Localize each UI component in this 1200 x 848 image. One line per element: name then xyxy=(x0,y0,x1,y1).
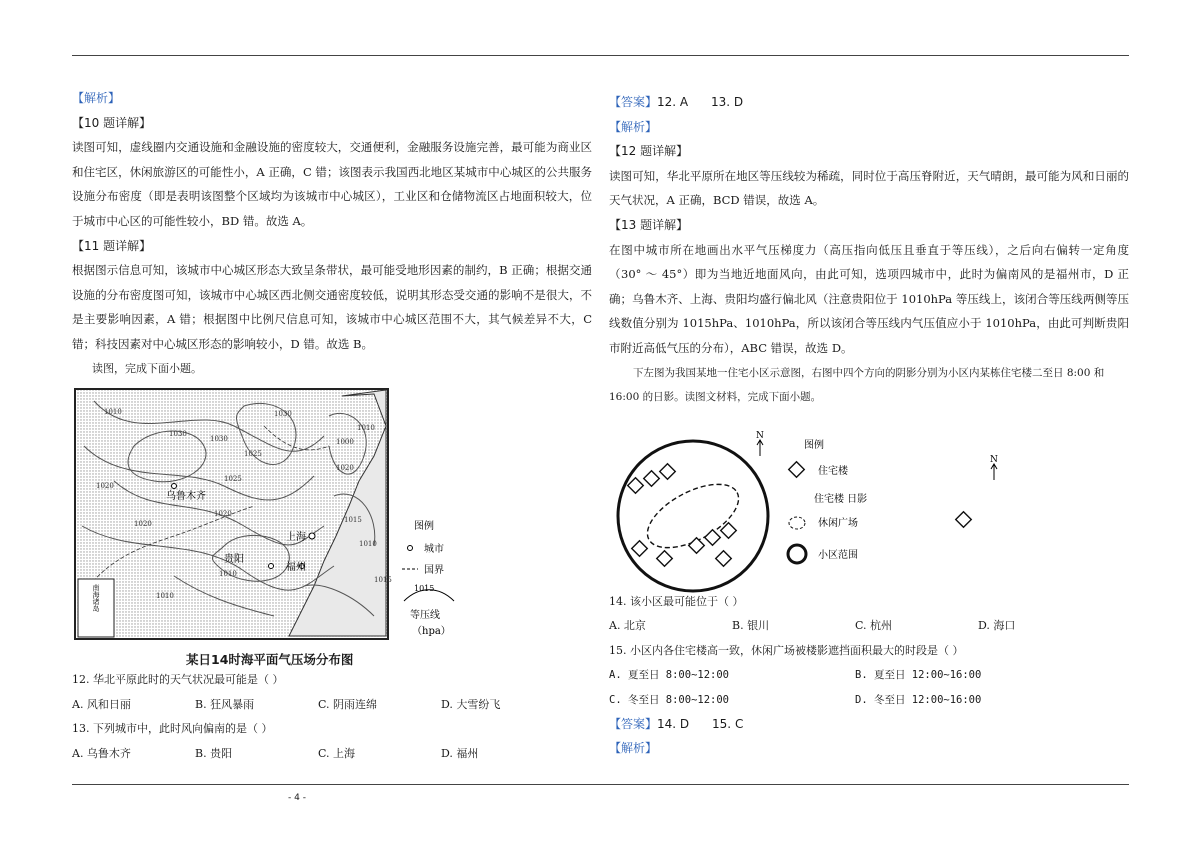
map-legend-isobar-value: 1015 xyxy=(414,584,435,593)
q13-options xyxy=(72,742,592,767)
question-12: 12. 华北平原此时的天气状况最可能是（ ） xyxy=(72,673,284,686)
answer-12-13: 12. A 13. D xyxy=(657,95,744,109)
map-legend-isobar: 等压线 xyxy=(410,610,440,621)
residential-svg xyxy=(608,428,1008,593)
diagram-legend-shadow: 住宅楼 日影 xyxy=(814,494,868,505)
left-column xyxy=(72,86,592,381)
svg-text:1010: 1010 xyxy=(359,540,377,548)
inset-label: 南海诸岛 xyxy=(92,584,100,612)
svg-text:1020: 1020 xyxy=(96,482,114,490)
q15-option-b: B. 夏至日 12:00~16:00 xyxy=(855,669,982,682)
q12-option-c: C. 阴雨连绵 xyxy=(318,697,378,711)
header-rule xyxy=(72,55,1129,56)
map-legend-city: 城市 xyxy=(424,544,444,555)
svg-text:1025: 1025 xyxy=(224,475,242,483)
q15-options-row1 xyxy=(609,663,1129,687)
map-legend-border: 国界 xyxy=(424,565,444,576)
intro-line-1: 下左图为我国某地一住宅小区示意图，右图中四个方向的阴影分别为小区内某栋住宅楼二至日 8:00 和 xyxy=(633,366,1105,379)
pressure-map-figure xyxy=(74,386,474,661)
map-legend-title: 图例 xyxy=(414,521,434,532)
map-legend-unit: （hpa） xyxy=(412,626,451,637)
city-marker-urumqi xyxy=(172,484,177,489)
q15-option-c: C. 冬至日 8:00~12:00 xyxy=(609,693,730,706)
analysis-tag-bottom: 【解析】 xyxy=(609,741,658,756)
pressure-map xyxy=(74,386,474,661)
north-label-right: N xyxy=(990,455,998,465)
diagram-legend-building: 住宅楼 xyxy=(818,466,848,477)
q11-explanation: 根据图示信息可知，该城市中心城区形态大致呈条带状，最可能受地形因素的制约，B 正确；根据交通设施的分布密度图可知，该城市中心城区西北侧交通密度较低，说明其形态受交通的影响不是很大，不是主要影响因素，A 错；根据图中比例尺信息可知，该城市中心城区范围不大，其气候差异不大，C 错；科技因素对中心城区形态的影响较小，D 错。故选 B。 xyxy=(72,263,592,351)
north-label-left: N xyxy=(756,431,764,441)
q11-heading: 【11 题详解】 xyxy=(72,238,152,253)
legend-plaza-icon xyxy=(789,517,805,529)
city-label-shanghai: 上海 xyxy=(286,532,306,543)
q12-option-b: B. 狂风暴雨 xyxy=(195,697,255,711)
north-arrow-right-icon xyxy=(991,464,997,480)
svg-text:1020: 1020 xyxy=(336,464,354,472)
q13-option-c: C. 上海 xyxy=(318,746,356,760)
analysis-tag: 【解析】 xyxy=(72,91,121,105)
svg-text:1015: 1015 xyxy=(374,576,392,584)
svg-text:1010: 1010 xyxy=(156,592,174,600)
answer-14-15: 14. D 15. C xyxy=(657,717,744,732)
intro-line-2: 16:00 的日影。读图文材料，完成下面小题。 xyxy=(609,391,822,404)
city-label-guiyang: 贵阳 xyxy=(224,554,244,565)
q14-option-d: D. 海口 xyxy=(978,619,1016,633)
right-questions xyxy=(609,590,1129,761)
answer-tag-2: 【答案】 xyxy=(609,717,658,732)
svg-text:1030: 1030 xyxy=(169,430,187,438)
q10-explanation: 读图可知，虚线圈内交通设施和金融设施的密度较大，交通便利，金融服务设施完善，最可能为商业区和住宅区，休闲旅游区的可能性小，A 正确，C 错；该图表示我国西北地区某城市中心城区的公共服务设施分布密度（即是表明该图整个区域均为该城市中心城区），工业区和仓储物流区占地面积较大，位于城市中心区的可能性较小，BD 错。故选 A。 xyxy=(72,140,592,228)
legend-city-symbol xyxy=(408,546,413,551)
svg-text:1020: 1020 xyxy=(214,510,232,518)
page-number: - 4 - xyxy=(288,793,306,803)
north-arrow-left-icon xyxy=(757,440,763,456)
city-marker-shanghai xyxy=(309,533,315,539)
q13-heading: 【13 题详解】 xyxy=(609,217,689,232)
community-boundary xyxy=(618,441,768,591)
q12-heading: 【12 题详解】 xyxy=(609,144,689,159)
analysis-tag-right: 【解析】 xyxy=(609,119,658,134)
q12-option-a: A. 风和日丽 xyxy=(72,697,131,711)
q15-options-row2 xyxy=(609,688,1129,712)
footer-rule xyxy=(72,784,1129,785)
q12-explanation: 读图可知，华北平原所在地区等压线较为稀疏，同时位于高压脊附近，天气晴朗，最可能为风和日丽的天气状况，A 正确，BCD 错误，故选 A。 xyxy=(609,168,1129,208)
diagram-legend-title: 图例 xyxy=(804,440,824,451)
svg-text:1010: 1010 xyxy=(104,408,122,416)
question-15: 15. 小区内各住宅楼高一致，休闲广场被楼影遮挡面积最大的时段是（ ） xyxy=(609,643,964,657)
left-questions xyxy=(72,668,592,766)
legend-range-icon xyxy=(788,545,806,563)
single-building-icon xyxy=(956,512,972,528)
svg-text:1000: 1000 xyxy=(336,438,354,446)
diagram-legend-plaza: 休闲广场 xyxy=(818,518,858,529)
svg-text:1030: 1030 xyxy=(274,410,292,418)
q13-option-a: A. 乌鲁木齐 xyxy=(72,746,131,760)
svg-text:1010: 1010 xyxy=(219,570,237,578)
q14-option-c: C. 杭州 xyxy=(855,619,893,633)
q15-option-d: D. 冬至日 12:00~16:00 xyxy=(855,693,982,706)
q13-option-d: D. 福州 xyxy=(441,746,479,760)
q14-option-a: A. 北京 xyxy=(609,619,646,633)
city-label-urumqi: 乌鲁木齐 xyxy=(166,491,206,502)
question-14: 14. 该小区最可能位于（ ） xyxy=(609,595,744,608)
map-caption: 某日14时海平面气压场分布图 xyxy=(186,652,354,667)
right-column xyxy=(609,90,1129,410)
q10-heading: 【10 题详解】 xyxy=(72,115,152,130)
legend-building-icon xyxy=(789,462,805,478)
svg-text:1030: 1030 xyxy=(210,435,228,443)
svg-text:1010: 1010 xyxy=(357,424,375,432)
svg-text:1025: 1025 xyxy=(244,450,262,458)
question-13: 13. 下列城市中，此时风向偏南的是（ ） xyxy=(72,722,273,736)
q14-options xyxy=(609,614,1129,638)
q13-explanation: 在图中城市所在地画出水平气压梯度力（高压指向低压且垂直于等压线），之后向右偏转一定角度（30° ～ 45°）即为当地近地面风向，由此可知，选项四城市中，此时为偏南风的是福州市，D 正确；乌鲁木齐、上海、贵阳均盛行偏北风（注意贵阳位于 1010hPa 等压线上，该闭合等压线两侧等压线数值分别为 1015hPa、1010hPa，所以该闭合等压线内气压值应小于 1010hPa，由此可判断贵阳市附近高低气压的分布），ABC 错误，故选 D。 xyxy=(609,242,1129,355)
q13-option-b: B. 贵阳 xyxy=(195,746,233,760)
q12-option-d: D. 大雪纷飞 xyxy=(441,697,501,711)
city-marker-guiyang xyxy=(269,564,274,569)
q12-options xyxy=(72,693,592,718)
svg-text:1020: 1020 xyxy=(134,520,152,528)
residential-diagram xyxy=(608,428,1008,593)
q14-option-b: B. 银川 xyxy=(732,619,770,633)
city-label-fuzhou: 福州 xyxy=(286,562,306,573)
svg-text:1015: 1015 xyxy=(344,516,362,524)
read-prompt: 读图，完成下面小题。 xyxy=(92,361,202,375)
diagram-legend-range: 小区范围 xyxy=(818,550,858,561)
answer-tag-1: 【答案】 xyxy=(609,95,658,109)
q15-option-a: A. 夏至日 8:00~12:00 xyxy=(609,669,730,682)
